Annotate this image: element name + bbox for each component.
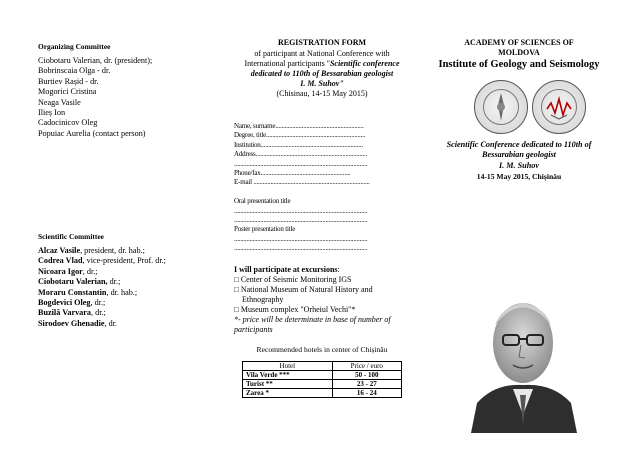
table-row: [243, 389, 402, 398]
form-field-line: Institution..................................................................: [234, 140, 363, 149]
list-item: Ciobotaru Valerian, dr. (president);: [38, 56, 153, 65]
table-row: [243, 371, 402, 380]
form-field-line: E-mail ...........................................................................: [234, 178, 370, 187]
list-item: Cadocinicov Oleg: [38, 118, 98, 128]
registration-fields: [234, 122, 406, 254]
list-item: Sirodoev Ghenadie, dr.: [38, 318, 118, 328]
registration-form-title: REGISTRATION FORM: [277, 38, 367, 47]
form-field-line: ......................................................................................: [234, 244, 368, 253]
registration-column: [234, 0, 410, 451]
conference-title: Scientific Conference dedicated to 110th of Bessarabian geologist: [446, 140, 592, 159]
list-item: Moraru Constantin, dr. hab.;: [38, 287, 138, 297]
registration-intro: [234, 49, 410, 99]
excursion-option[interactable]: [234, 285, 410, 305]
list-item: Ilieș Ion: [38, 108, 66, 118]
intro-conference-name: Scientific conference dedicated to 110th of Bessarabian geologist: [250, 59, 400, 78]
excursion-label: National Museum of Natural History and Ethnography: [240, 285, 373, 304]
hotels-header-hotel: Hotel: [243, 362, 333, 371]
form-field-line: ......................................................................................: [234, 216, 368, 225]
excursion-label: Museum complex "Orheiul Vechi"*: [240, 305, 356, 314]
list-item: Codrea Vlad, vice-president, Prof. dr.;: [38, 256, 166, 266]
form-field-line: ......................................................................................: [234, 234, 368, 243]
conference-honoree: I. M. Suhov: [498, 161, 540, 170]
form-field-line: Poster presentation title: [234, 225, 296, 234]
list-item: Buzilă Varvara, dr.;: [38, 308, 106, 318]
organizing-committee-title: Organizing Committee: [38, 42, 111, 51]
hotels-header-row: [243, 362, 402, 371]
list-item: Nicoara Igor, dr.;: [38, 266, 98, 276]
intro-honoree: I. M. Suhov": [300, 79, 344, 88]
checkbox-icon[interactable]: □: [234, 285, 241, 294]
academy-line-1: ACADEMY OF SCIENCES OF: [464, 38, 574, 47]
excursion-price-note: *- price will be determinate in base of number of participants: [234, 315, 391, 334]
list-item: Popuiac Aurelia (contact person): [38, 128, 146, 138]
checkbox-icon[interactable]: □: [234, 305, 241, 314]
list-item: Bogdevici Oleg, dr.;: [38, 298, 106, 308]
form-field-line: Phone/fax..........................................................: [234, 169, 351, 178]
hotels-header-price: Price / euro: [332, 362, 401, 371]
excursion-option[interactable]: [234, 275, 410, 285]
academy-logo-icon: [474, 80, 528, 134]
form-field-line: [234, 188, 406, 197]
form-field-line: Name, surname.........................................................: [234, 122, 364, 130]
hotel-price: 50 - 100: [332, 371, 401, 380]
intro-line-2: International participants ": [244, 59, 330, 68]
form-field-line: ......................................................................................: [234, 159, 368, 168]
excursion-option[interactable]: [234, 305, 410, 315]
portrait-photo: [465, 285, 582, 433]
scientific-committee-list: [38, 246, 166, 329]
hotel-price: 16 - 24: [332, 389, 401, 398]
intro-line-1: of participant at National Conference with: [254, 49, 390, 58]
form-field-line: Degree, title................................................................: [234, 131, 366, 140]
intro-dates: (Chisinau, 14-15 May 2015): [276, 89, 368, 98]
institute-logo-icon: [532, 80, 586, 134]
hotel-name: Zarea *: [243, 389, 333, 398]
checkbox-icon[interactable]: □: [234, 275, 241, 284]
hotels-table: [242, 361, 402, 398]
excursions-title: I will participate at excursions: [234, 265, 338, 274]
excursion-label: Center of Seismic Monitoring IGS: [240, 275, 352, 284]
excursions-colon: :: [337, 265, 340, 274]
institute-name: Institute of Geology and Seismology: [438, 59, 600, 70]
hotels-title: Recommended hotels in center of Chișinău: [256, 345, 388, 354]
scientific-committee-title: Scientific Committee: [38, 232, 104, 241]
excursion-list: [234, 275, 410, 315]
form-field-line: Oral presentation title: [234, 197, 291, 206]
list-item: Alcaz Vasile, president, dr. hab.;: [38, 246, 145, 255]
list-item: Bobrinscaia Olga - dr.: [38, 66, 111, 76]
form-field-line: ......................................................................................: [234, 206, 368, 215]
organizing-committee-list: [38, 56, 152, 139]
table-row: [243, 380, 402, 389]
form-field-line: Address........................................................................: [234, 150, 368, 159]
list-item: Ciobotaru Valerian, dr.;: [38, 277, 121, 287]
list-item: Burtiev Rașid - dr.: [38, 76, 99, 86]
list-item: Neaga Vasile: [38, 97, 81, 107]
hotel-price: 23 - 27: [332, 380, 401, 389]
excursions-block: [234, 265, 410, 335]
list-item: Mogorici Cristina: [38, 87, 97, 97]
academy-line-2: MOLDOVA: [498, 48, 540, 57]
hotel-name: Vila Verde ***: [243, 371, 333, 380]
conference-dates: 14-15 May 2015, Chișinău: [476, 172, 562, 181]
hotel-name: Turist **: [243, 380, 333, 389]
committees-column: [38, 0, 213, 451]
academy-name: [424, 38, 614, 58]
